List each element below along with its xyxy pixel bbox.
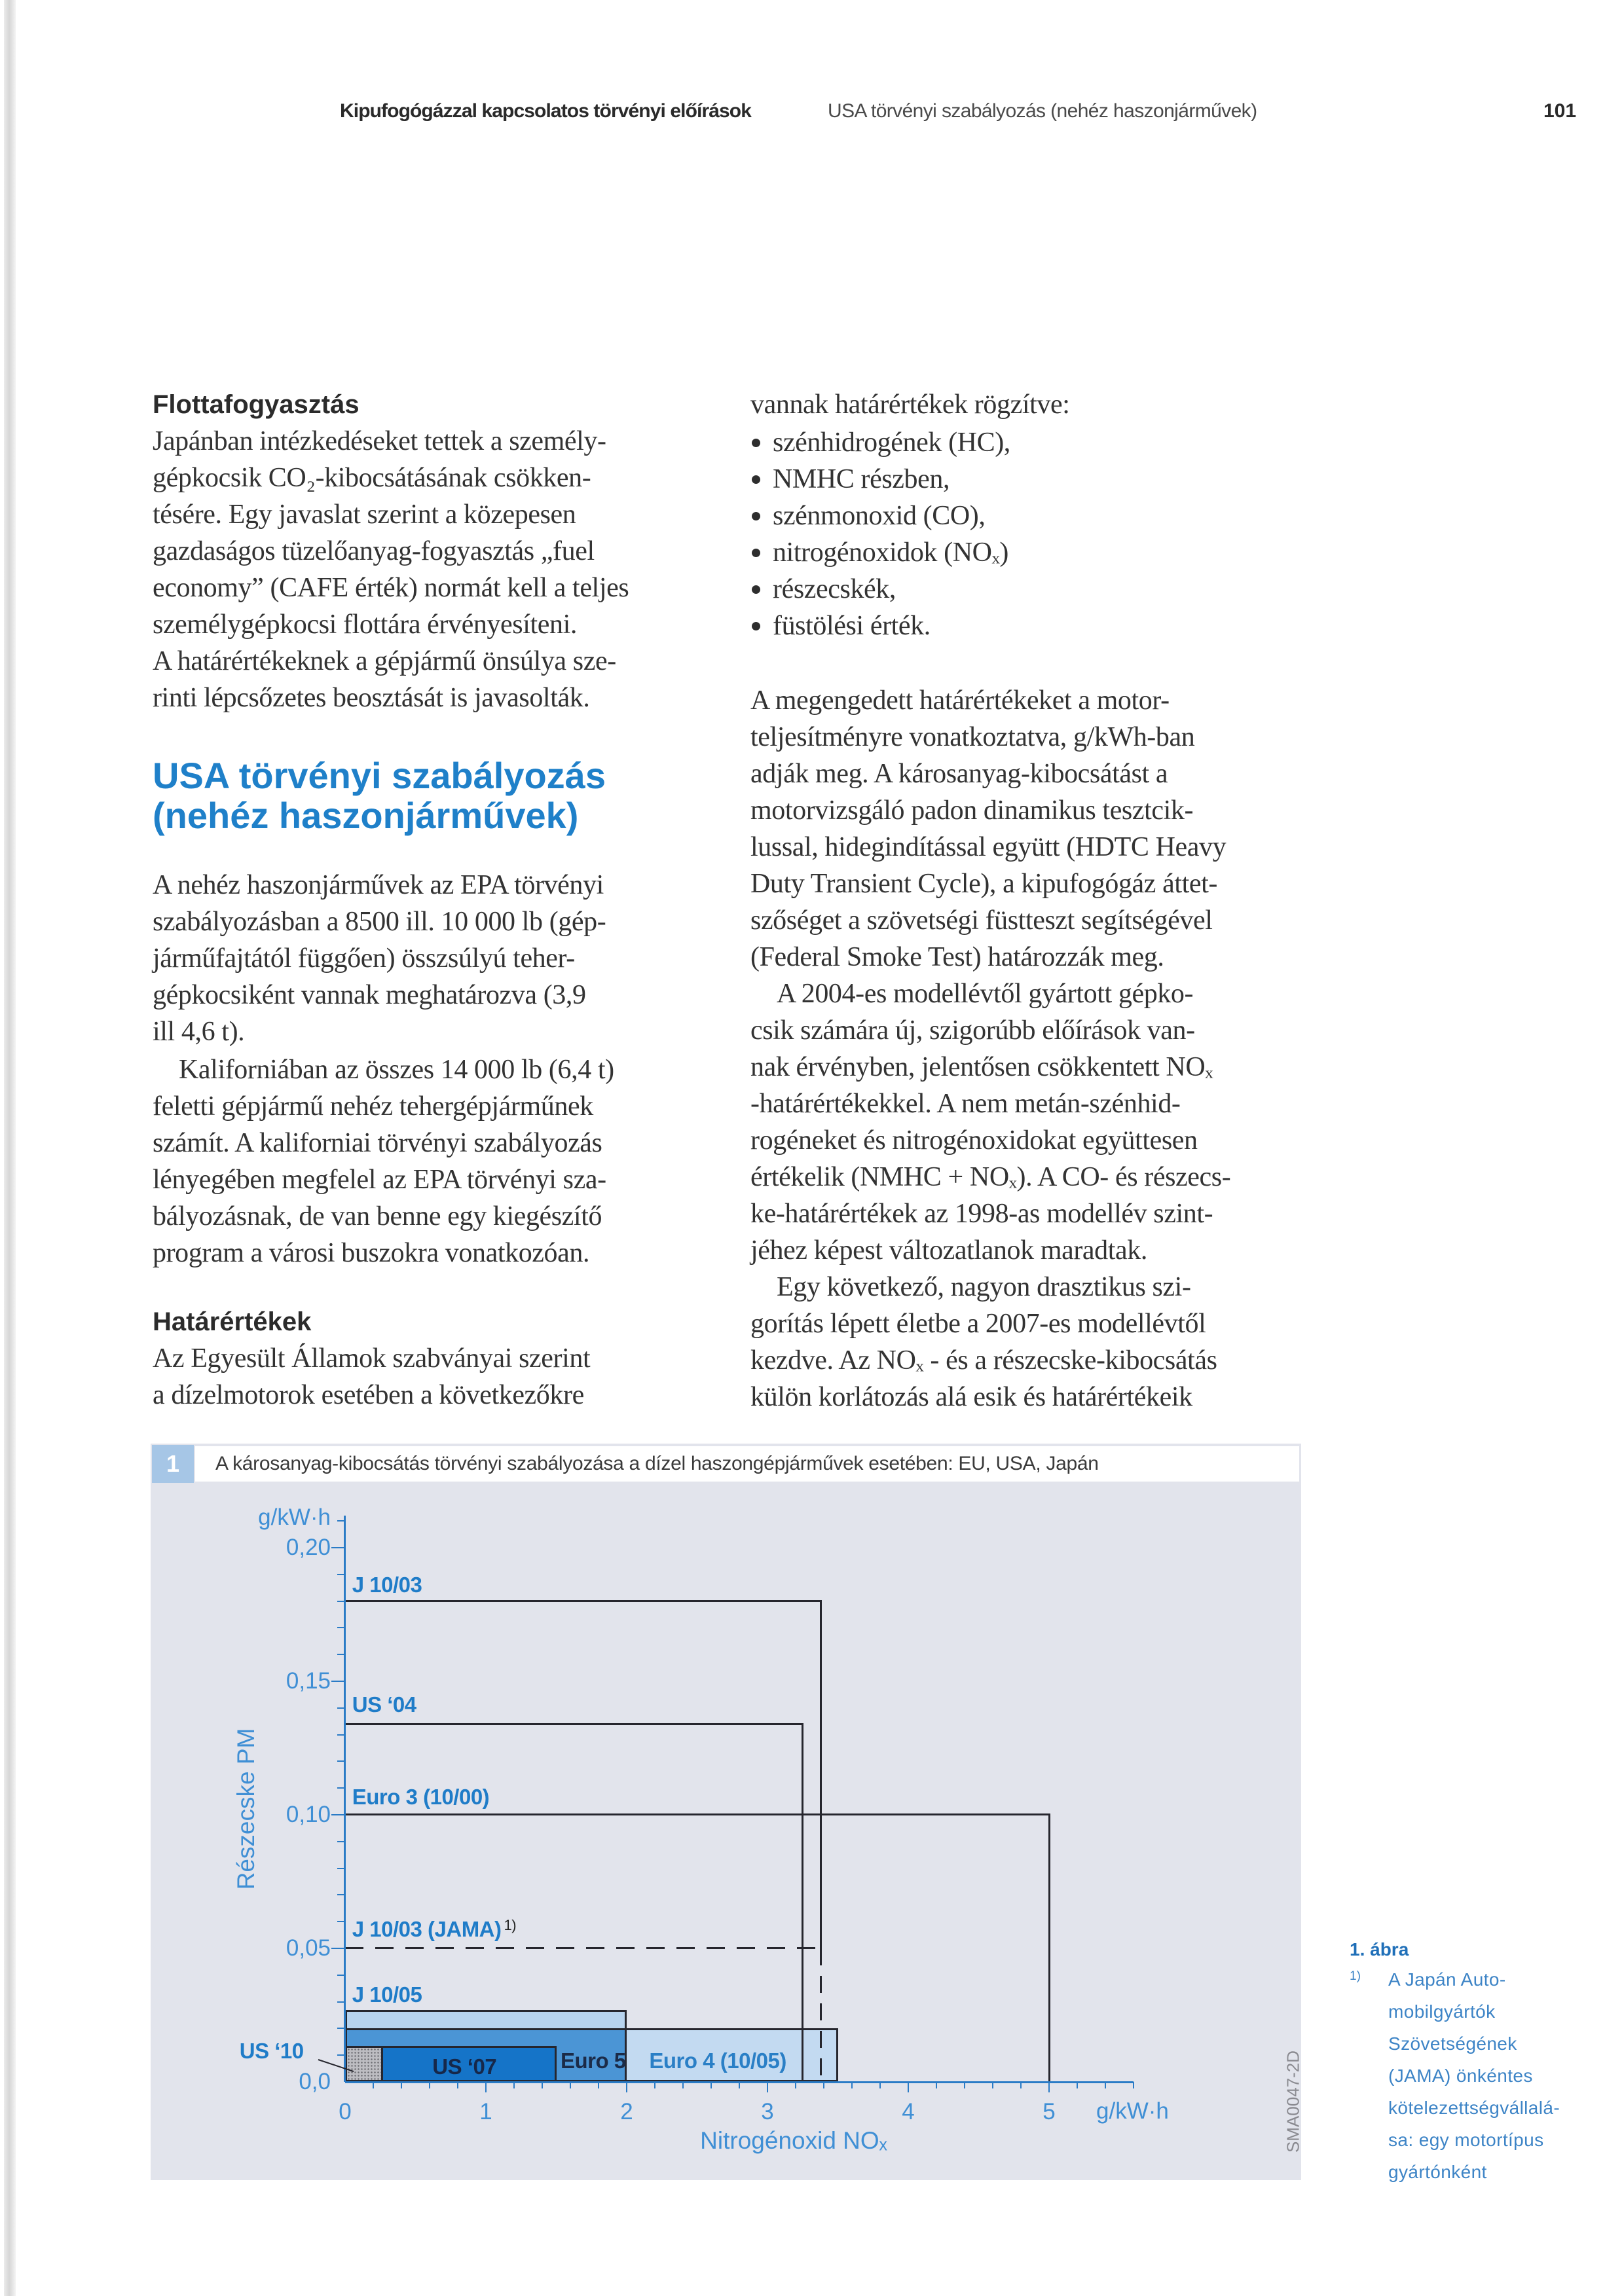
paragraph-fleet-consumption: [153, 423, 629, 716]
text-line: szőséget a szövetségi füstteszt segítségével: [750, 905, 1213, 936]
text-line: mobilgyártók: [1388, 2001, 1496, 2022]
bullet-item: [750, 424, 1010, 461]
y-tick: [337, 2001, 344, 2003]
y-tick: [337, 1574, 344, 1575]
y-tick: [337, 1707, 344, 1709]
x-tick: [795, 2082, 796, 2088]
region-label-us-10: US ‘10: [239, 2038, 304, 2063]
x-tick: [513, 2082, 515, 2088]
text-line: (JAMA) önkéntes: [1388, 2066, 1533, 2086]
bullet-item: [750, 534, 1010, 571]
text-line: economy” (CAFE érték) normát kell a teljes: [153, 573, 629, 603]
text-line: rogéneket és nitrogénoxidokat együttesen: [750, 1125, 1198, 1156]
text-line: jéhez képest változatlanok maradtak.: [750, 1235, 1147, 1266]
region-label-euro-3-10-00: Euro 3 (10/00): [352, 1785, 490, 1810]
y-tick: [331, 1547, 344, 1548]
text-line: sa: egy motortípus: [1388, 2130, 1544, 2150]
text-line: gazdaságos tüzelőanyag-fogyasztás „fuel: [153, 536, 595, 566]
text-line: (Federal Smoke Test) határozzák meg.: [750, 942, 1164, 972]
x-axis-title: Nitrogénoxid NOₓ: [700, 2127, 887, 2154]
x-tick: [626, 2082, 627, 2092]
x-tick: [879, 2082, 881, 2088]
text-line: számít. A kaliforniai törvényi szabályozás: [153, 1128, 602, 1158]
bullet-icon: [752, 622, 760, 630]
x-tick: [908, 2082, 909, 2092]
bullet-text: részecskék,: [773, 574, 896, 604]
x-tick: [739, 2082, 740, 2088]
limit-area-us-10: [345, 2046, 383, 2082]
text-line: személygépkocsi flottára érvényesíteni.: [153, 610, 577, 640]
text-line: tésére. Egy javaslat szerint a közepesen: [153, 500, 576, 530]
x-tick: [823, 2082, 824, 2088]
x-tick: [373, 2082, 374, 2088]
pollutant-bullet-list: [750, 424, 1010, 644]
figure-number-badge: 1: [152, 1445, 194, 1483]
paragraph-2007-model-year: [750, 1269, 1217, 1415]
limit-line-right-euro-3-10-00: [1048, 1813, 1050, 2082]
text-line: nak érvényben, jelentősen csökkentett NOₓ: [750, 1052, 1213, 1082]
text-line: Egy következő, nagyon drasztikus szi-: [777, 1272, 1191, 1302]
x-tick: [1020, 2082, 1022, 2088]
bullet-item: [750, 498, 1010, 534]
text-line: bályozásnak, de van benne egy kiegészítő: [153, 1201, 602, 1231]
x-axis-unit: g/kW·h: [1096, 2098, 1169, 2124]
paragraph-california: [153, 1051, 614, 1271]
x-tick: [936, 2082, 937, 2088]
paragraph-limits-intro: vannak határértékek rögzítve:: [750, 390, 1070, 420]
x-tick: [542, 2082, 543, 2088]
bullet-text: nitrogénoxidok (NOₓ): [773, 538, 1008, 568]
figure-title: A károsanyag-kibocsátás törvényi szabályozása a dízel haszongépjárművek esetében: EU, USA, Japán: [215, 1453, 1099, 1474]
y-tick: [337, 1841, 344, 1842]
text-line: (nehéz haszonjárművek): [153, 795, 579, 836]
x-tick: [964, 2082, 965, 2088]
bullet-item: [750, 571, 1010, 608]
text-line: program a városi buszokra vonatkozóan.: [153, 1238, 590, 1268]
x-tick-label: 3: [761, 2099, 774, 2124]
x-tick: [1105, 2082, 1106, 2088]
text-line: A nehéz haszonjárművek az EPA törvényi: [153, 870, 604, 900]
region-label-j-10-05: J 10/05: [352, 1982, 422, 2007]
x-tick: [1077, 2082, 1078, 2088]
x-tick-label: 5: [1043, 2099, 1056, 2124]
x-tick: [429, 2082, 430, 2088]
text-line: lényegében megfelel az EPA törvényi sza-: [153, 1165, 606, 1195]
text-line: A Japán Auto-: [1388, 1969, 1506, 1990]
text-line: kötelezettségvállalá-: [1388, 2098, 1560, 2118]
text-line: Az Egyesült Államok szabványai szerint: [153, 1343, 591, 1374]
emission-limits-chart: [232, 1504, 1169, 2154]
text-line: Duty Transient Cycle), a kipufogógáz áttet-: [750, 869, 1217, 899]
bullet-icon: [752, 475, 760, 484]
x-tick: [1048, 2082, 1050, 2092]
text-line: járműfajtától függően) összsúlyú teher-: [153, 943, 575, 974]
y-tick: [337, 1520, 344, 1522]
y-tick: [337, 2054, 344, 2056]
y-tick: [337, 2028, 344, 2029]
text-line: lussal, hidegindítással együtt (HDTC Heavy: [750, 832, 1227, 862]
x-tick-label: 0: [339, 2099, 352, 2124]
text-line: a dízelmotorok esetében a következőkre: [153, 1380, 584, 1410]
bullet-text: füstölési érték.: [773, 611, 931, 641]
text-line: A határértékeknek a gépjármű önsúlya sze-: [153, 646, 616, 676]
region-label-euro-4-10-05: Euro 4 (10/05): [649, 2048, 786, 2073]
text-line: gyártónként: [1388, 2162, 1487, 2182]
text-line: gépkocsik CO₂-kibocsátásának csökken-: [153, 463, 591, 493]
bullet-icon: [752, 439, 760, 447]
x-tick: [654, 2082, 655, 2088]
limit-dashed-top-j-10-03-jama: [345, 1947, 821, 1949]
x-tick: [401, 2082, 402, 2088]
text-line: motorvizsgáló padon dinamikus tesztcik-: [750, 795, 1194, 826]
limit-line-top-j-10-03: [345, 1600, 821, 1602]
text-line: A megengedett határértékeket a motor-: [750, 685, 1170, 716]
paragraph-limit-values: [153, 1340, 590, 1413]
y-tick: [337, 1760, 344, 1762]
y-tick: [337, 1894, 344, 1895]
y-tick-label: 0,10: [286, 1801, 331, 1827]
text-line: Szövetségének: [1388, 2033, 1517, 2054]
x-tick: [992, 2082, 993, 2088]
x-tick: [570, 2082, 571, 2088]
limit-line-right-us-04: [802, 1723, 803, 2082]
text-line: értékelik (NMHC + NOₓ). A CO- és részecs-: [750, 1162, 1231, 1192]
region-label-euro-5: Euro 5: [560, 2048, 626, 2073]
bullet-icon: [752, 549, 760, 557]
y-tick: [337, 1787, 344, 1789]
text-line: feletti gépjármű nehéz tehergépjárműnek: [153, 1091, 593, 1121]
paragraph-test-procedure: [750, 682, 1226, 975]
footnote-mark: 1): [1350, 1969, 1361, 1983]
limit-dashed-right-j-10-03-jama: [820, 1948, 822, 2082]
figure-caption-label: 1. ábra: [1350, 1939, 1409, 1959]
text-line: gorítás lépett életbe a 2007-es modellévtől: [750, 1309, 1206, 1339]
heading-limit-values: Határértékek: [153, 1307, 312, 1336]
bullet-item: [750, 461, 1010, 498]
text-line: külön korlátozás alá esik és határértékeik: [750, 1382, 1192, 1412]
running-header-section: USA törvényi szabályozás (nehéz haszonjárművek): [828, 100, 1257, 122]
y-tick: [337, 1734, 344, 1736]
text-line: adják meg. A károsanyag-kibocsátást a: [750, 759, 1168, 789]
text-line: kezdve. Az NOₓ - és a részecske-kibocsátás: [750, 1345, 1217, 1376]
x-tick: [767, 2082, 768, 2092]
x-tick: [682, 2082, 684, 2088]
figure-footnote: [1388, 1963, 1560, 2188]
text-line: csik számára új, szigorúbb előírások van-: [750, 1015, 1195, 1046]
text-line: -határértékekkel. A nem metán-szénhid-: [750, 1089, 1181, 1119]
bullet-text: szénhidrogének (HC),: [773, 428, 1010, 458]
page-number: 101: [1543, 100, 1577, 122]
region-label-j-10-03-jama: J 10/03 (JAMA) $^{1)}$: [352, 1916, 517, 1941]
y-tick: [331, 1948, 344, 1949]
x-tick-label: 2: [620, 2099, 633, 2124]
text-line: rinti lépcsőzetes beosztását is javasolták.: [153, 683, 590, 713]
text-line: szabályozásban a 8500 ill. 10 000 lb (gép-: [153, 907, 606, 937]
text-line: Japánban intézkedéseket tettek a személy-: [153, 426, 606, 456]
bullet-icon: [752, 585, 760, 594]
y-tick-label: 0,0: [299, 2069, 331, 2094]
y-tick: [337, 1654, 344, 1655]
region-label-j-10-03: J 10/03: [352, 1572, 422, 1597]
x-tick: [710, 2082, 712, 2088]
running-header-chapter: Kipufogógázzal kapcsolatos törvényi előírások: [340, 100, 751, 122]
y-tick: [337, 1975, 344, 1976]
y-axis-unit: g/kW·h: [258, 1504, 331, 1530]
y-tick: [337, 1601, 344, 1602]
paragraph-epa-definition: [153, 867, 606, 1050]
y-tick-label: 0,15: [286, 1667, 331, 1694]
text-line: Kaliforniában az összes 14 000 lb (6,4 t): [179, 1055, 614, 1085]
bullet-icon: [752, 512, 760, 520]
x-tick: [598, 2082, 599, 2088]
limit-line-right-j-10-03: [820, 1600, 822, 1948]
y-tick-label: 0,20: [286, 1534, 331, 1560]
paragraph-2004-model-year: [750, 975, 1230, 1269]
heading-fleet-consumption: Flottafogyasztás: [153, 390, 360, 419]
scan-shadow: [4, 0, 16, 2296]
text-line: teljesítményre vonatkoztatva, g/kWh-ban: [750, 722, 1195, 752]
y-tick: [331, 1814, 344, 1815]
y-tick: [337, 1868, 344, 1869]
limit-line-top-euro-3-10-00: [345, 1813, 1049, 1815]
text-line: USA törvényi szabályozás: [153, 755, 606, 796]
section-title: [153, 756, 606, 835]
x-tick: [457, 2082, 458, 2088]
x-tick-label: 1: [479, 2099, 492, 2124]
y-tick: [337, 1627, 344, 1628]
y-axis-title: Részecske PM: [232, 1728, 259, 1890]
bullet-text: NMHC részben,: [773, 464, 950, 494]
x-tick: [851, 2082, 853, 2088]
bullet-item: [750, 608, 1010, 644]
y-tick: [337, 1921, 344, 1922]
text-line: ill 4,6 t).: [153, 1017, 245, 1047]
bullet-text: szénmonoxid (CO),: [773, 501, 986, 531]
footnote-reference: 1): [504, 1916, 517, 1933]
y-tick: [331, 1681, 344, 1682]
text-line: gépkocsiként vannak meghatározva (3,9: [153, 980, 586, 1010]
x-tick: [485, 2082, 487, 2092]
text-line: A 2004-es modellévtől gyártott gépko-: [777, 979, 1194, 1009]
text-line: ke-határértékek az 1998-as modellév szint-: [750, 1199, 1213, 1229]
limit-line-top-us-04: [345, 1723, 803, 1725]
y-tick-label: 0,05: [286, 1935, 331, 1961]
x-tick: [1133, 2082, 1134, 2088]
region-label-us-07: US ‘07: [432, 2054, 497, 2079]
region-label-us-04: US ‘04: [352, 1692, 416, 1717]
image-code: SMA0047-2D: [1283, 2050, 1303, 2153]
x-tick-label: 4: [902, 2099, 915, 2124]
